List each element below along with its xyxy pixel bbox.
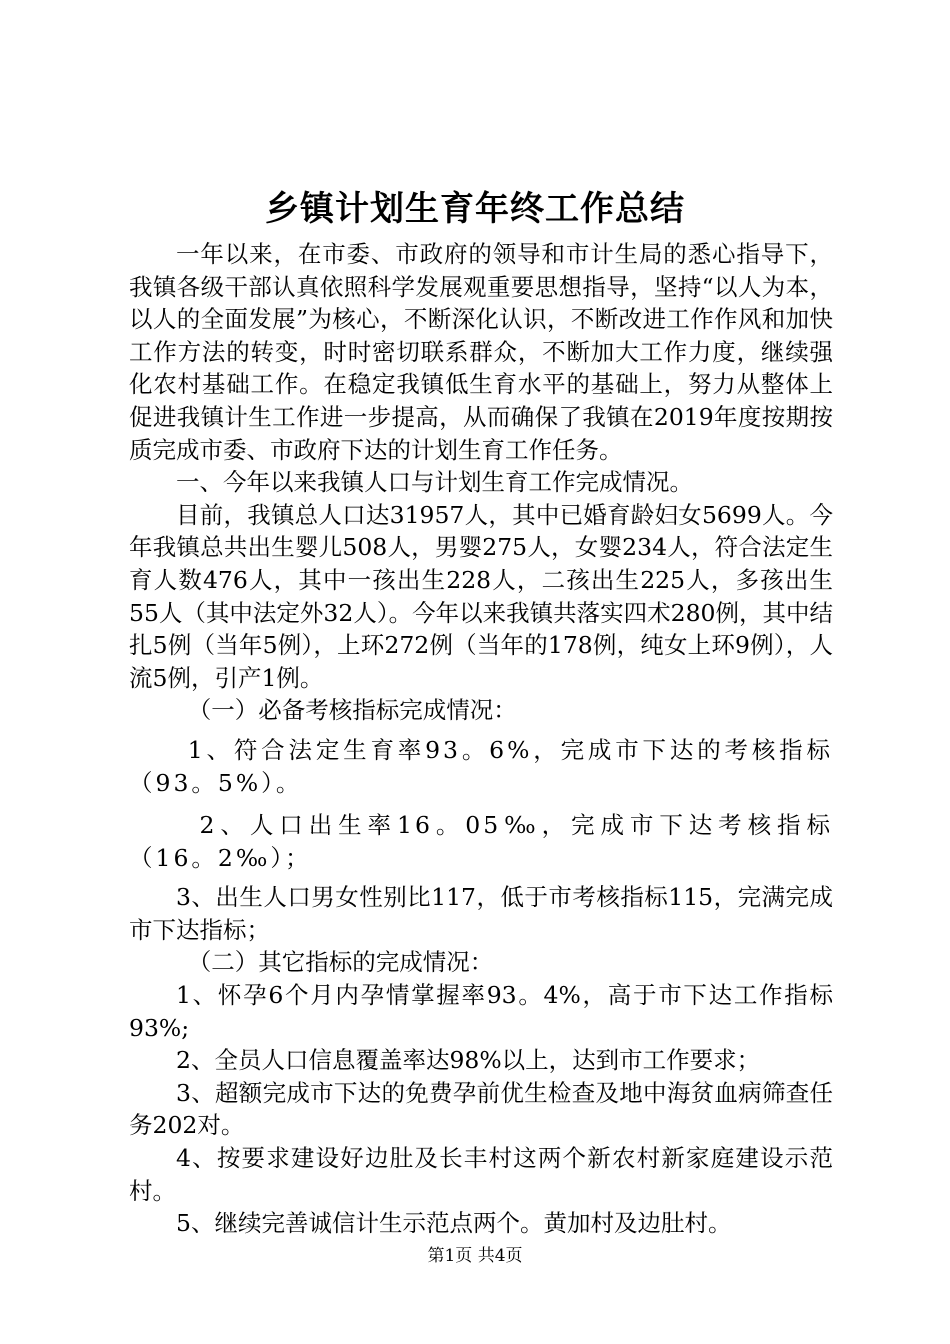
- list-item-indicator-2: 2、人口出生率16。05‰，完成市下达考核指标（16。2‰）；: [129, 811, 833, 872]
- document-body: [129, 238, 833, 1240]
- page-footer: 第1页 共4页: [427, 1246, 523, 1266]
- paragraph-intro: 一年以来，在市委、市政府的领导和市计生局的悉心指导下，我镇各级干部认真依照科学发展观重要思想指导，坚持“以人为本，以人的全面发展”为核心，不断深化认识，不断改进工作作风和加快工作方法的转变，时时密切联系群众，不断加大工作力度，继续强化农村基础工作。在稳定我镇低生育水平的基础上，努力从整体上促进我镇计生工作进一步提高，从而确保了我镇在2019年度按期按质完成市委、市政府下达的计划生育工作任务。: [129, 240, 833, 464]
- list-item-indicator-3: 3、出生人口男女性别比117，低于市考核指标115，完满完成市下达指标；: [129, 883, 833, 944]
- subsection-heading-2: （二）其它指标的完成情况：: [187, 948, 494, 977]
- list-item-other-3: 3、超额完成市下达的免费孕前优生检查及地中海贫血病筛查任务202对。: [129, 1078, 833, 1140]
- paragraph-population: 目前，我镇总人口达31957人，其中已婚育龄妇女5699人。今年我镇总共出生婴儿508人，男婴275人，女婴234人，符合法定生育人数476人，其中一孩出生228人，二孩出生225人，多孩出生55人（其中法定外32人）。今年以来我镇共落实四术280例，其中结扎5例（当年5例），上环272例（当年的178例，纯女上环9例），人流5例，引产1例。: [129, 500, 833, 692]
- section-heading-1: 一、今年以来我镇人口与计划生育工作完成情况。: [176, 468, 693, 497]
- list-item-other-4: 4、按要求建设好边肚及长丰村这两个新农村新家庭建设示范村。: [129, 1144, 833, 1205]
- subsection-heading-1: （一）必备考核指标完成情况：: [187, 696, 517, 725]
- list-item-other-5: 5、继续完善诚信计生示范点两个。黄加村及边肚村。: [176, 1209, 732, 1238]
- document-title: 乡镇计划生育年终工作总结: [265, 189, 685, 229]
- list-item-indicator-1: 1、符合法定生育率93。6%，完成市下达的考核指标（93。5%）。: [129, 735, 833, 797]
- list-item-other-1: 1、怀孕6个月内孕情掌握率93。4%，高于市下达工作指标93%;: [129, 981, 833, 1042]
- list-item-other-2: 2、全员人口信息覆盖率达98%以上，达到市工作要求；: [176, 1046, 761, 1075]
